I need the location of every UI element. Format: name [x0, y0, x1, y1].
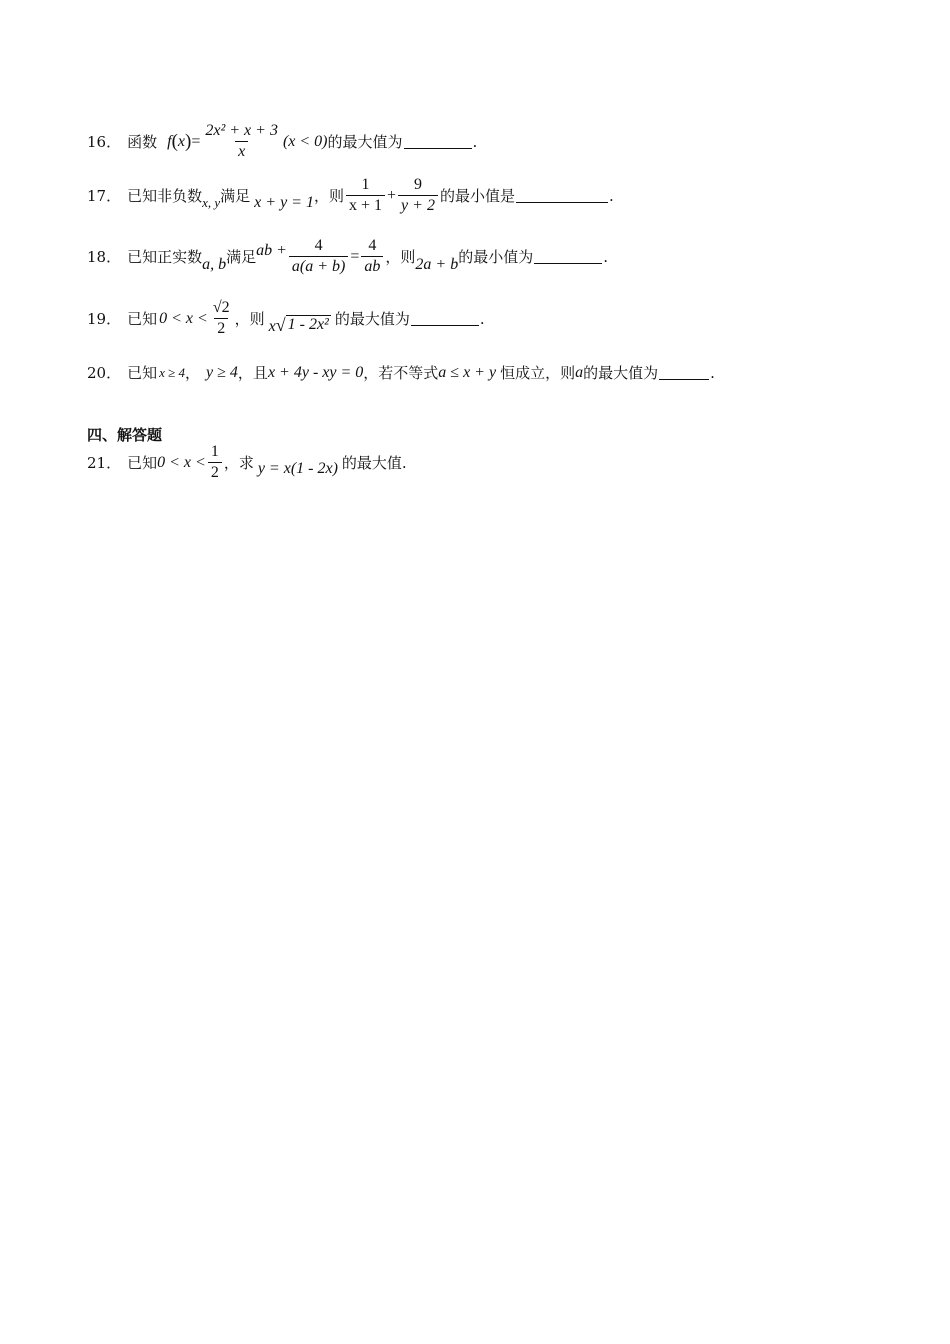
question-16: 16． 函数 f ( x ) = $\frac{\text{2x² + x + 3}}{x}$ (x < 0) 的最大值为 . [87, 122, 478, 161]
question-text: 满足 [220, 187, 251, 206]
question-text: 已知 [127, 310, 158, 329]
radicand: 1 - 2x² [287, 316, 329, 334]
inequality: 0 < x < [157, 453, 206, 471]
plus-sign: + [387, 186, 397, 204]
condition: x + y = 1 [254, 193, 314, 211]
denominator: x + 1 [346, 195, 385, 215]
denominator: y + 2 [398, 195, 438, 215]
fraction [208, 443, 222, 483]
question-text: 已知 [127, 364, 158, 382]
fraction-1 [346, 176, 385, 216]
separator: ，若不等式 [363, 364, 439, 382]
answer-blank[interactable] [516, 188, 608, 203]
domain-condition: (x < 0) [282, 132, 328, 150]
question-text: 已知正实数 [127, 248, 203, 267]
numerator: 4 [314, 237, 323, 254]
section-heading: 四、解答题 [87, 426, 163, 444]
period: . [603, 247, 609, 266]
expression: x √ 1 - 2x² [268, 315, 329, 336]
fraction-1 [289, 237, 348, 277]
question-text: ，则 [385, 248, 416, 267]
denominator: ab [361, 256, 383, 276]
question-text: 的最大值为 [583, 364, 659, 382]
equals-sign: = [350, 247, 360, 265]
denominator: 2 [208, 462, 222, 482]
question-number: 17． [87, 187, 122, 206]
question-number: 16． [87, 133, 122, 152]
function-arg: x [177, 132, 185, 150]
function-name: f [167, 132, 172, 150]
question-text: ，则 [313, 187, 344, 206]
separator: ，且 [237, 364, 268, 382]
question-number: 20． [87, 364, 122, 382]
separator: ， [185, 364, 201, 382]
variables: x, y [202, 194, 221, 210]
variable: x [268, 318, 276, 336]
question-text: 的最小值为 [458, 248, 534, 267]
numerator: √2 [212, 299, 230, 316]
numerator: 1 [210, 443, 219, 460]
question-text: ，求 [223, 454, 254, 473]
question-21 [87, 443, 407, 483]
question-number: 18． [87, 248, 122, 267]
numerator: 4 [368, 237, 377, 254]
equals-sign: = [191, 132, 201, 150]
period: . [479, 309, 485, 328]
numerator: 2x² + x + 3 [205, 122, 278, 139]
question-text: 恒成立，则 [500, 364, 576, 382]
target-expression: 2a + b [415, 255, 459, 273]
question-text: 已知 [127, 454, 158, 473]
question-text: 的最大值. [341, 454, 407, 473]
question-text: ，则 [234, 310, 265, 329]
expression: y = x(1 - 2x) [257, 459, 338, 477]
question-18 [87, 237, 608, 277]
question-text: 的最大值为 [327, 133, 403, 152]
question-number: 21． [87, 454, 122, 473]
condition-2: y ≥ 4 [206, 363, 238, 381]
condition-3: x + 4y - xy = 0 [267, 363, 364, 381]
period: . [710, 363, 715, 382]
variable: a [575, 363, 584, 381]
answer-blank[interactable] [659, 365, 709, 380]
question-number: 19． [87, 310, 122, 329]
denominator: x [235, 141, 248, 161]
question-text: 函数 [127, 133, 158, 152]
period: . [472, 132, 478, 151]
answer-blank[interactable] [411, 311, 479, 326]
denominator: a(a + b) [289, 256, 348, 276]
answer-blank[interactable] [534, 249, 602, 264]
numerator: 1 [361, 176, 370, 193]
inequality: 0 < x < [159, 309, 208, 327]
question-20 [87, 362, 715, 383]
fraction-2 [361, 237, 383, 277]
question-17 [87, 176, 614, 216]
condition-4: a ≤ x + y [438, 363, 497, 381]
fraction-2 [398, 176, 438, 216]
denominator: 2 [214, 318, 228, 338]
fraction [202, 122, 281, 162]
period: . [608, 186, 614, 205]
numerator: 9 [414, 176, 422, 193]
question-text: 满足 [226, 248, 257, 267]
answer-blank[interactable] [404, 134, 472, 149]
condition-1: x ≥ 4 [159, 364, 186, 380]
question-text: 的最大值为 [334, 310, 410, 329]
question-text: 的最小值是 [439, 187, 515, 206]
variables: a, b [202, 255, 227, 273]
question-text: 已知非负数 [127, 187, 203, 206]
lhs-term: ab + [256, 241, 287, 259]
fraction [210, 299, 233, 339]
question-19 [87, 299, 485, 339]
